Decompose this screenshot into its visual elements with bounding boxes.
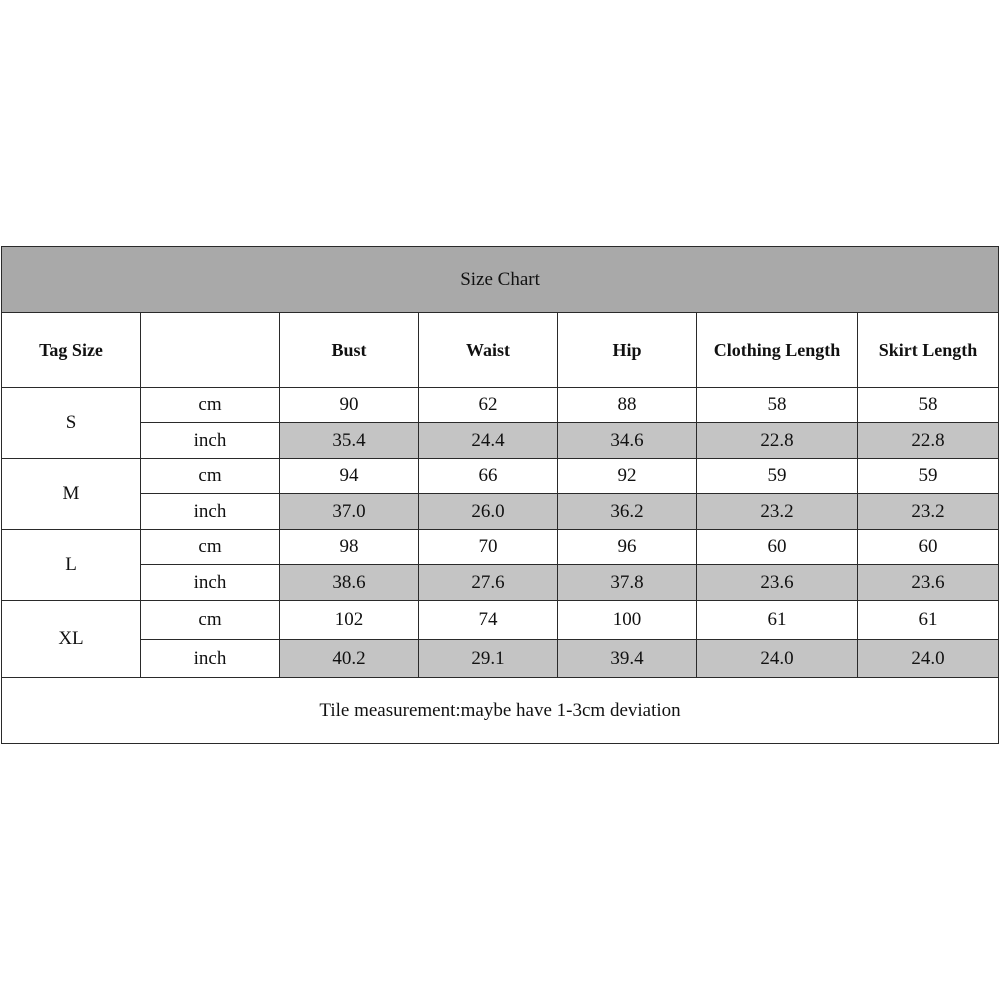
clothing-length-cell: 23.6 — [697, 565, 858, 601]
hip-cell: 34.6 — [558, 423, 697, 459]
size-chart-table — [1, 246, 999, 744]
header-tag-size: Tag Size — [2, 313, 141, 388]
table-row — [2, 640, 999, 678]
size-label: L — [2, 530, 141, 601]
header-row — [2, 313, 999, 388]
title-row — [2, 247, 999, 313]
size-label: S — [2, 388, 141, 459]
header-hip: Hip — [558, 313, 697, 388]
hip-cell: 88 — [558, 388, 697, 423]
skirt-length-cell: 59 — [858, 459, 999, 494]
unit-cell: inch — [141, 423, 280, 459]
clothing-length-cell: 59 — [697, 459, 858, 494]
clothing-length-cell: 61 — [697, 601, 858, 640]
skirt-length-cell: 24.0 — [858, 640, 999, 678]
waist-cell: 26.0 — [419, 494, 558, 530]
table-row — [2, 388, 999, 423]
waist-cell: 24.4 — [419, 423, 558, 459]
header-bust: Bust — [280, 313, 419, 388]
table-row — [2, 459, 999, 494]
table-row — [2, 423, 999, 459]
size-label: M — [2, 459, 141, 530]
unit-cell: cm — [141, 601, 280, 640]
hip-cell: 36.2 — [558, 494, 697, 530]
bust-cell: 98 — [280, 530, 419, 565]
bust-cell: 35.4 — [280, 423, 419, 459]
waist-cell: 66 — [419, 459, 558, 494]
waist-cell: 74 — [419, 601, 558, 640]
hip-cell: 37.8 — [558, 565, 697, 601]
skirt-length-cell: 23.2 — [858, 494, 999, 530]
waist-cell: 62 — [419, 388, 558, 423]
measurement-note: Tile measurement:maybe have 1-3cm deviation — [2, 678, 999, 744]
clothing-length-cell: 23.2 — [697, 494, 858, 530]
hip-cell: 96 — [558, 530, 697, 565]
clothing-length-cell: 22.8 — [697, 423, 858, 459]
header-clothing-length: Clothing Length — [697, 313, 858, 388]
table-row — [2, 494, 999, 530]
clothing-length-cell: 24.0 — [697, 640, 858, 678]
unit-cell: cm — [141, 388, 280, 423]
skirt-length-cell: 60 — [858, 530, 999, 565]
bust-cell: 37.0 — [280, 494, 419, 530]
table-row — [2, 601, 999, 640]
unit-cell: inch — [141, 494, 280, 530]
bust-cell: 102 — [280, 601, 419, 640]
hip-cell: 39.4 — [558, 640, 697, 678]
clothing-length-cell: 58 — [697, 388, 858, 423]
waist-cell: 70 — [419, 530, 558, 565]
unit-cell: cm — [141, 459, 280, 494]
skirt-length-cell: 61 — [858, 601, 999, 640]
bust-cell: 90 — [280, 388, 419, 423]
skirt-length-cell: 23.6 — [858, 565, 999, 601]
unit-cell: inch — [141, 565, 280, 601]
header-skirt-length: Skirt Length — [858, 313, 999, 388]
clothing-length-cell: 60 — [697, 530, 858, 565]
header-unit — [141, 313, 280, 388]
size-label: XL — [2, 601, 141, 678]
bust-cell: 40.2 — [280, 640, 419, 678]
chart-title: Size Chart — [2, 247, 999, 313]
header-waist: Waist — [419, 313, 558, 388]
skirt-length-cell: 58 — [858, 388, 999, 423]
bust-cell: 38.6 — [280, 565, 419, 601]
hip-cell: 92 — [558, 459, 697, 494]
skirt-length-cell: 22.8 — [858, 423, 999, 459]
hip-cell: 100 — [558, 601, 697, 640]
unit-cell: inch — [141, 640, 280, 678]
waist-cell: 29.1 — [419, 640, 558, 678]
waist-cell: 27.6 — [419, 565, 558, 601]
unit-cell: cm — [141, 530, 280, 565]
note-row — [2, 678, 999, 744]
table-row — [2, 530, 999, 565]
bust-cell: 94 — [280, 459, 419, 494]
table-row — [2, 565, 999, 601]
